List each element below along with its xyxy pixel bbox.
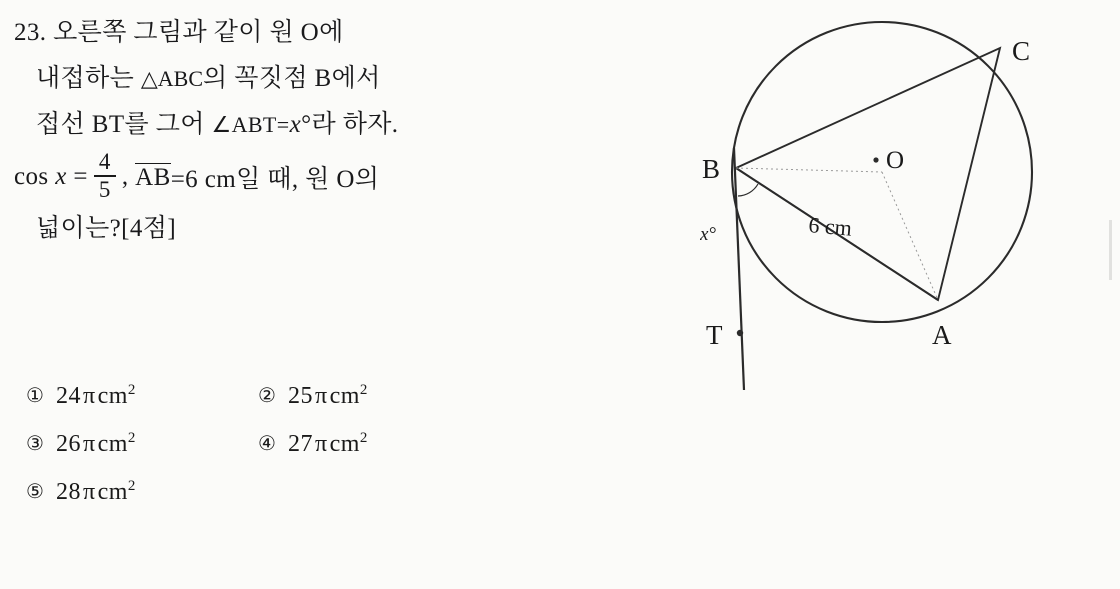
segment-ab-label: AB [135,163,171,191]
figure-svg [700,0,1110,400]
choice-marker-4: ④ [258,433,276,455]
label-angle-x: x° [700,224,717,245]
choice-text-5 [56,478,136,506]
label-segment-length: 6 cm [807,212,853,241]
question-line-5: 넓이는?[4점] [36,215,177,242]
pi-symbol-4: π [314,431,328,457]
choice-unit-1: cm [97,383,128,409]
choice-marker-5: ⑤ [26,481,44,503]
choice-marker-1: ① [26,385,44,407]
choice-option-3[interactable] [26,430,258,458]
tangent-point-dot [737,330,743,336]
choice-exponent-2: 2 [359,382,368,398]
choice-unit-3: cm [97,431,128,457]
choice-marker-3: ③ [26,433,44,455]
answer-choices [26,382,626,526]
angle-arc-x [738,184,758,196]
question-line-3-part-a: 접선 BT를 그어 [36,111,205,138]
choice-value-5: 28 [55,479,81,505]
question-text-block [14,10,614,252]
question-line-2-part-a: 내접하는 [36,65,135,92]
question-line-4 [14,148,614,206]
question-line-2-part-b: 의 꼭짓점 B에서 [203,65,381,92]
cos-label: cos [14,163,49,190]
choice-option-4[interactable] [258,430,368,458]
fraction-denominator: 5 [98,177,111,202]
choice-value-3: 26 [55,431,81,457]
triangle-abc [736,48,1000,300]
choice-value-2: 25 [287,383,313,409]
label-o: O [886,147,905,174]
equals-sign: = [73,163,88,190]
choice-value-1: 24 [55,383,81,409]
construction-line-ob [736,168,882,172]
label-t: T [706,320,723,350]
choice-text-4 [288,430,368,458]
pi-symbol-3: π [82,431,96,457]
angle-abt-symbol: ∠ABT= [211,112,290,137]
label-a: A [932,320,952,350]
choice-row-3 [26,478,626,526]
choice-exponent-5: 2 [127,478,136,494]
page-edge-mark [1109,220,1112,280]
question-line-1: 23. 오른쪽 그림과 같이 원 O에 [14,19,344,46]
choice-text-3 [56,430,136,458]
choice-value-4: 27 [287,431,313,457]
choice-unit-5: cm [97,479,128,505]
choice-unit-4: cm [329,431,360,457]
label-b: B [702,154,721,184]
fraction-numerator: 4 [98,149,111,174]
fraction-four-fifths [94,150,116,202]
choice-unit-2: cm [329,383,360,409]
comma-separator: , [121,163,129,190]
question-line-4-rest: =6 cm일 때, 원 O의 [170,166,380,193]
pi-symbol-2: π [314,383,328,409]
choice-option-5[interactable] [26,478,136,506]
choice-row-1 [26,382,626,430]
tangent-line-bt [734,148,744,390]
pi-symbol-1: π [82,383,96,409]
variable-x-line3: x [289,111,302,138]
question-line-3-part-b: °라 하자. [301,111,399,138]
variable-x-line4: x [55,163,67,190]
choice-exponent-4: 2 [359,430,368,446]
question-line-3 [36,102,614,148]
choice-option-2[interactable] [258,382,368,410]
triangle-abc-symbol: △ABC [140,66,204,91]
choice-marker-2: ② [258,385,276,407]
pi-symbol-5: π [82,479,96,505]
choice-option-1[interactable] [26,382,258,410]
label-c: C [1012,36,1031,66]
geometry-figure [700,0,1110,400]
choice-exponent-3: 2 [127,430,136,446]
center-point-dot [873,157,878,162]
choice-row-2 [26,430,626,478]
choice-text-2 [288,382,368,410]
question-line-2 [36,56,614,102]
choice-exponent-1: 2 [127,382,136,398]
choice-text-1 [56,382,136,410]
